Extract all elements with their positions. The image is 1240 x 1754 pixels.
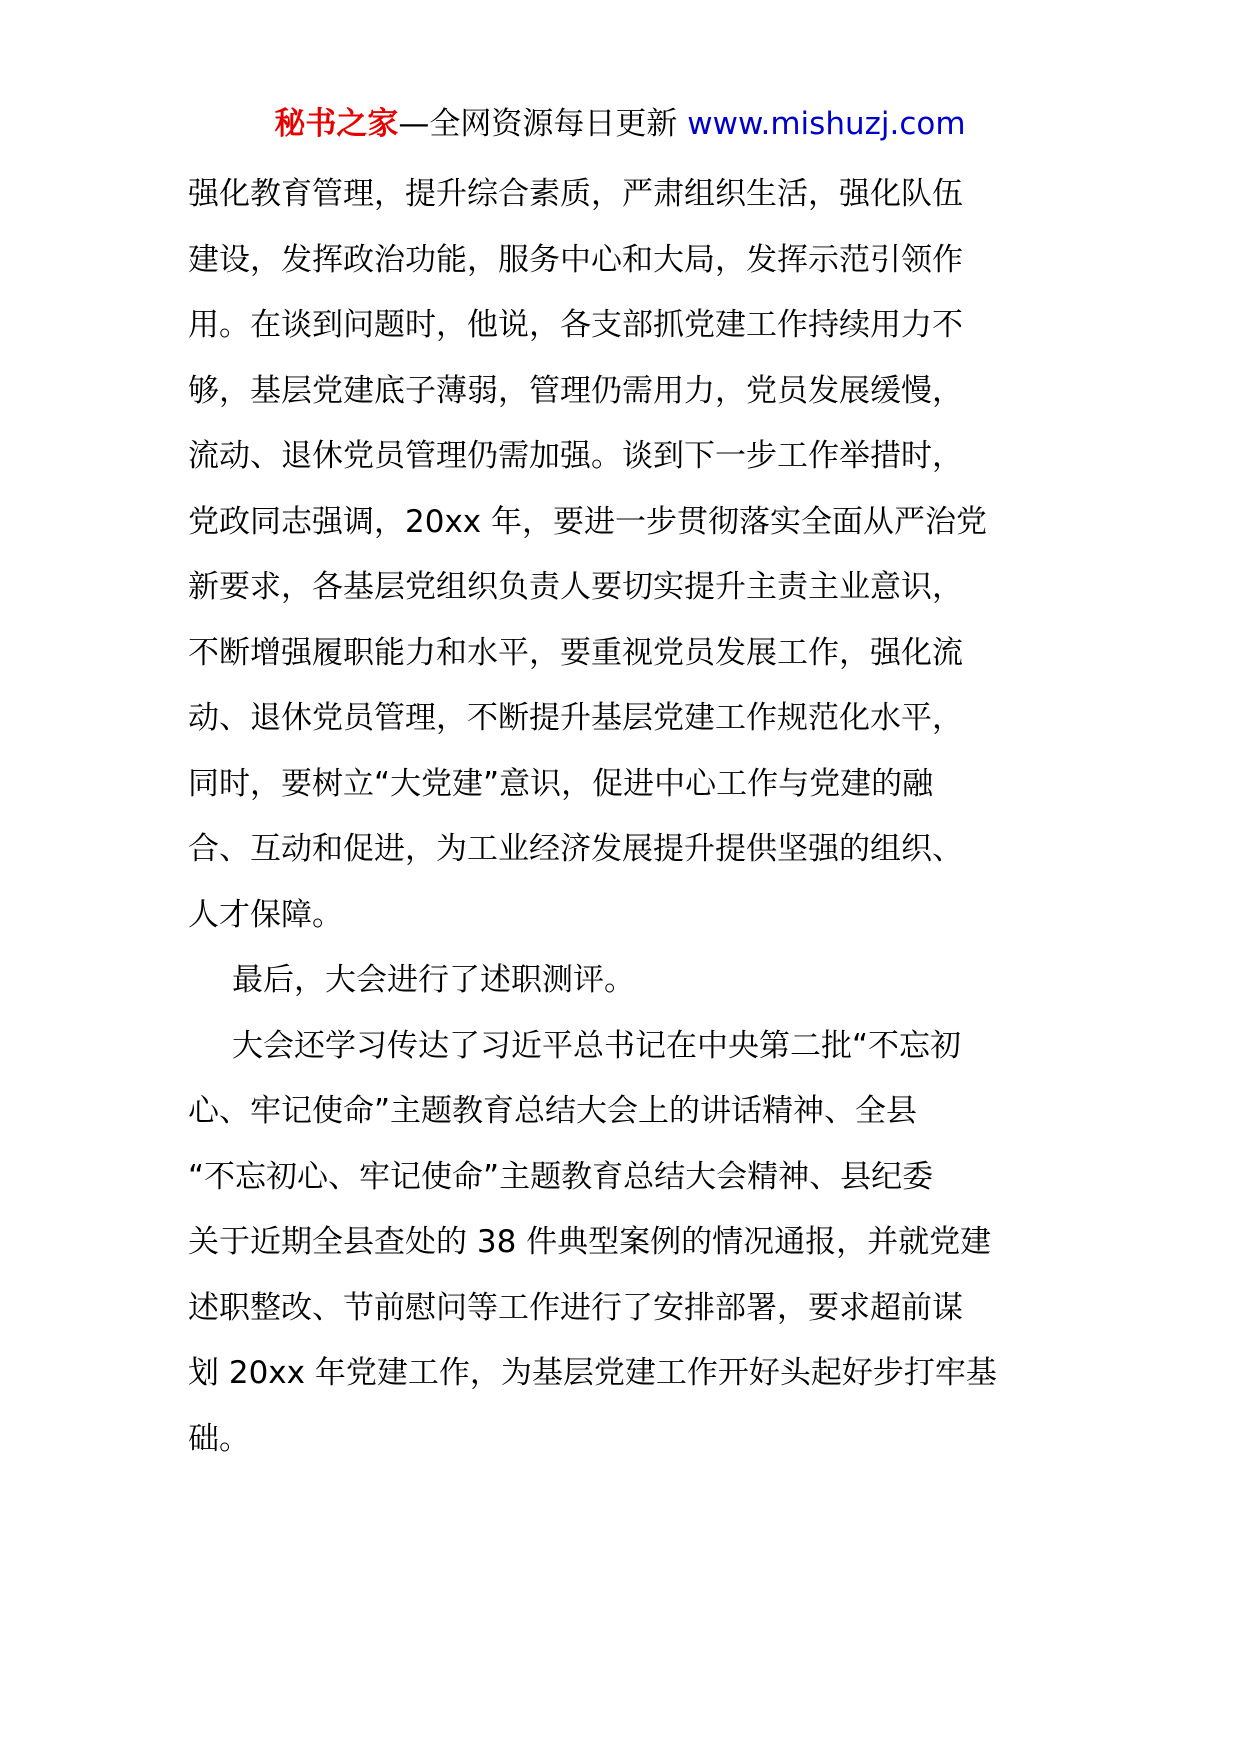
- text-line: “不忘初心、牢记使命”主题教育总结大会精神、县纪委: [188, 1158, 934, 1195]
- brand-name: 秘书之家: [274, 106, 399, 142]
- text-line: 不断增强履职能力和水平，要重视党员发展工作，强化流: [188, 634, 963, 671]
- document-body: [188, 162, 1068, 1472]
- text-line: 合、互动和促进，为工业经济发展提升提供坚强的组织、: [188, 831, 963, 867]
- text-line: 划 20xx 年党建工作，为基层党建工作开好头起好步打牢基: [188, 1355, 997, 1391]
- text-line: 用。在谈到问题时，他说，各支部抓党建工作持续用力不: [188, 307, 963, 343]
- text-line: 新要求，各基层党组织负责人要切实提升主责主业意识，: [188, 569, 963, 605]
- text-line: 党政同志强调，20xx 年，要进一步贯彻落实全面从严治党: [188, 503, 987, 540]
- text-line: 同时，要树立“大党建”意识，促进中心工作与党建的融: [188, 765, 934, 802]
- text-line: 流动、退休党员管理仍需加强。谈到下一步工作举措时，: [188, 438, 963, 474]
- text-line: 强化教育管理，提升综合素质，严肃组织生活，强化队伍: [188, 176, 963, 212]
- site-url-link[interactable]: www.mishuzj.com: [687, 106, 966, 142]
- text-line: 建设，发挥政治功能，服务中心和大局，发挥示范引领作: [188, 241, 963, 278]
- text-line: 大会还学习传达了习近平总书记在中央第二批“不忘初: [232, 1027, 962, 1064]
- page-header: [0, 100, 1240, 148]
- text-line: 动、退休党员管理，不断提升基层党建工作规范化水平，: [188, 700, 963, 736]
- text-line: 人才保障。: [188, 896, 343, 933]
- text-line: 关于近期全县查处的 38 件典型案例的情况通报，并就党建: [188, 1224, 992, 1260]
- text-line: 够，基层党建底子薄弱，管理仍需用力，党员发展缓慢，: [188, 372, 963, 409]
- header-tagline: —全网资源每日更新: [398, 106, 688, 142]
- text-line: 础。: [188, 1420, 250, 1457]
- text-line: 心、牢记使命”主题教育总结大会上的讲话精神、全县: [188, 1093, 918, 1129]
- text-line: 最后，大会进行了述职测评。: [232, 962, 635, 998]
- text-line: 述职整改、节前慰问等工作进行了安排部署，要求超前谋: [188, 1289, 963, 1326]
